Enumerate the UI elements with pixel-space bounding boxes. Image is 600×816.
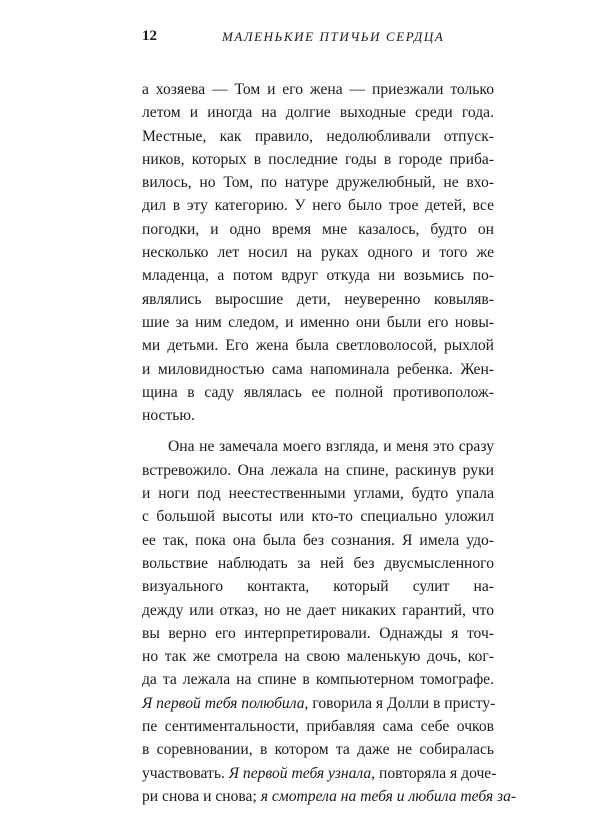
text-run: щина в саду являлась ее полной противополож- [142,383,494,401]
text-run: несколько лет носил на руках одного и того же [142,244,494,262]
text-run: и ноги под неестественными углами, будто упала [142,485,494,503]
text-run: ников, которых в последние годы в городе приба- [142,150,494,168]
text-run: являлись выросшие дети, неуверенно ковыляв- [142,290,494,308]
paragraph [142,435,517,808]
text-run: а хозяева — Том и его жена — приезжали только [142,81,494,98]
text-line [142,404,494,427]
text-run: дежду или отказ, но не дает никаких гарантий, что [142,601,494,619]
text-run: шие за ним следом, и именно они были его новы- [142,313,494,331]
text-line [142,435,494,458]
text-line [142,692,494,715]
italic-text: я смотрела на тебя и любила тебя за- [260,787,517,805]
text-run: , говорила я Долли в присту- [304,694,496,712]
text-run: Она не замечала моего взгляда, и меня это сразу [168,438,494,456]
text-line [142,264,494,287]
italic-text: Я первой тебя узнала [228,764,372,782]
text-run: , повторяла я доче- [371,764,497,782]
body-text [142,78,517,816]
text-run: участвовать. [142,764,229,782]
running-title: МАЛЕНЬКИЕ ПТИЧЬИ СЕРДЦА [222,29,445,44]
text-run: младенца, а потом вдруг откуда ни возьмись по- [142,267,494,285]
text-line [142,785,517,808]
text-run: визуального контакта, который сулит на- [142,578,494,596]
paragraph [142,78,494,427]
text-run: летом и иногда на долгие выходные среди года. [142,104,494,122]
text-line [142,101,494,124]
italic-text: Я первой тебя полюбила [142,694,305,712]
text-line [142,645,494,668]
text-line [142,668,494,691]
text-run: ее так, пока она была без сознания. Я имела удо- [142,531,494,549]
text-line [142,171,494,194]
text-line [142,148,494,171]
text-run: вы верно его интерпретировали. Однажды я точ- [142,624,494,642]
text-line [142,241,494,264]
page-header [0,28,600,52]
text-line [142,459,494,482]
text-run: вилось, но Том, по натуре дружелюбный, не вхо- [142,174,494,192]
text-run: пе сентиментальности, прибавляя сама себе очков [142,718,494,736]
text-run: погодки, и одно время мне казалось, будто он [142,220,494,238]
text-line [142,334,494,357]
text-line [142,575,494,598]
text-line [142,78,494,101]
text-line [142,381,494,404]
text-line [142,529,494,552]
text-run: но так же смотрела на свою маленькую дочь, ког- [142,648,494,666]
text-line [142,622,494,645]
text-run: ми детьми. Его жена была светловолосой, рыхлой [142,337,494,355]
text-run: вольствие наблюдать за ней без двусмысленного [142,554,494,572]
text-line [142,311,494,334]
text-run: Местные, как правило, недолюбливали отпуск- [142,127,494,145]
text-line [142,599,494,622]
text-line [142,552,494,575]
text-line [142,288,494,311]
text-line [142,218,494,241]
text-run: в соревновании, в котором та даже не собиралась [142,741,494,759]
text-line [142,505,494,528]
text-run: дил в эту категорию. У него было трое детей, все [142,197,494,215]
page-number: 12 [142,28,157,44]
text-line [142,762,497,785]
text-line [142,358,494,381]
text-run: и миловидностью сама напоминала ребенка. Жен- [142,360,494,378]
text-run: с большой высоты или кто-то специально уложил [142,508,494,526]
text-run: встревожило. Она лежала на спине, раскинув руки [142,461,494,479]
text-line [142,194,494,217]
text-line [142,125,494,148]
text-run: ностью. [142,407,195,425]
text-run: да та лежала на спине в компьютерном томографе. [142,671,494,689]
text-line [142,715,494,738]
text-line [142,482,494,505]
text-run: ри снова и снова; [142,787,261,805]
